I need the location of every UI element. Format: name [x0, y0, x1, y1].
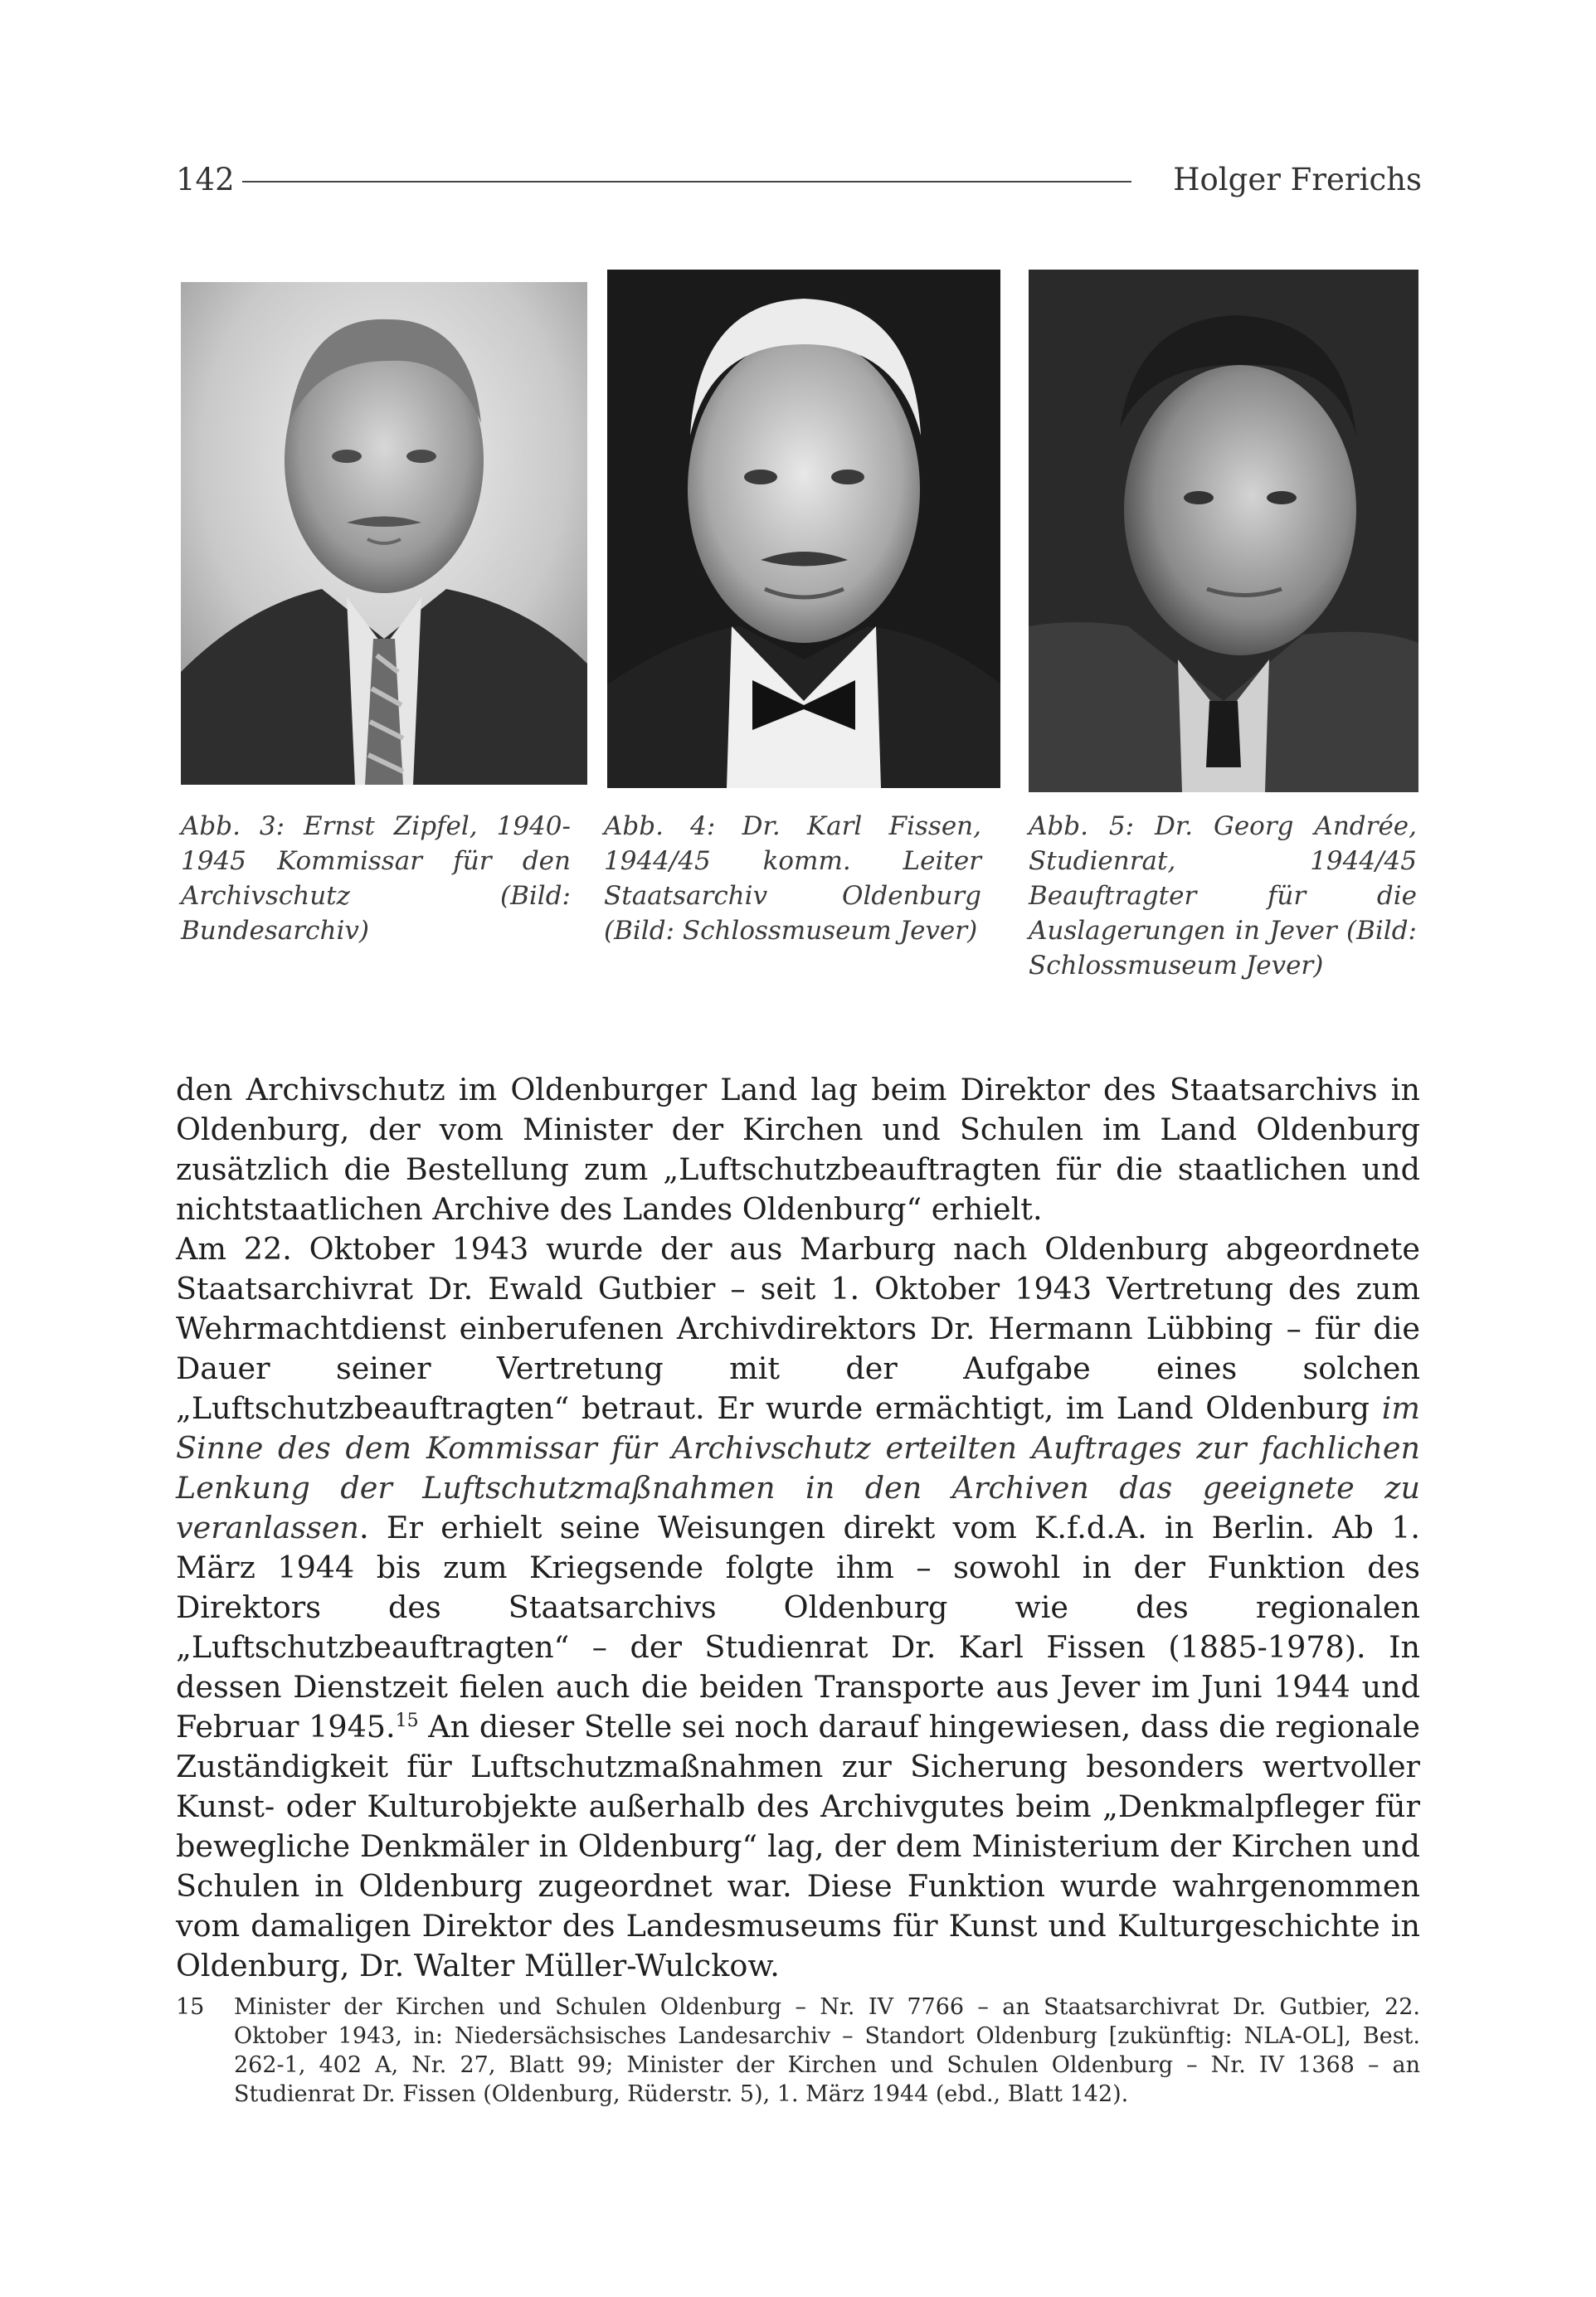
body-text [176, 1070, 1420, 1986]
footnote-number: 15 [176, 1994, 205, 2020]
figure-caption-abb-5: Abb. 5: Dr. Georg Andrée, Studienrat, 1944/45 Beauftragter für die Auslagerungen in Jever (Bild: Schlossmuseum Jever) [1029, 811, 1417, 981]
page-header [176, 159, 1422, 201]
portrait-photo-andree [1029, 270, 1418, 792]
figure-caption-abb-3: Abb. 3: Ernst Zipfel, 1940-1945 Kommissar für den Archivschutz (Bild: Bundesarchiv) [181, 811, 571, 946]
figure-caption-abb-4: Abb. 4: Dr. Karl Fissen, 1944/45 komm. Leiter Staatsarchiv Oldenburg (Bild: Schlossmuseum Jever) [604, 811, 981, 946]
paragraph-2 [176, 1229, 1420, 1986]
paragraph-2-text-a: Am 22. Oktober 1943 wurde der aus Marburg nach Oldenburg abgeordnete Staatsarchivrat Dr. Ewald Gutbier – seit 1. Oktober 1943 Vertretung des zum Wehrmachtdienst einberufenen Archivdirektors Dr. Hermann Lübbing – für die Dauer seiner Vertretung mit der Aufgabe eines solchen „Luftschutzbeauftragten“ betraut. Er wurde ermächtigt, im Land Oldenburg [176, 1231, 1420, 1426]
paragraph-2-text-c: An dieser Stelle sei noch darauf hingewiesen, dass die regionale Zuständigkeit für Luftschutzmaßnahmen zur Sicherung besonders wertvoller Kunst- oder Kulturobjekte außerhalb des Archivgutes beim „Denkmalpfleger für bewegliche Denkmäler in Oldenburg“ lag, der dem Ministerium der Kirchen und Schulen in Oldenburg zugeordnet war. Diese Funktion wurde wahrgenommen vom damaligen Direktor des Landesmuseums für Kunst und Kulturgeschichte in Oldenburg, Dr. Walter Müller-Wulckow. [176, 1709, 1420, 1983]
paragraph-2-italic-quote: im Sinne des dem Kommissar für Archivschutz erteilten Auftrages zur fachlichen Lenkung der Luftschutzmaßnahmen in den Archiven das geeignete zu veranlassen [176, 1390, 1420, 1545]
header-rule [242, 181, 1131, 182]
footnote-text: Minister der Kirchen und Schulen Oldenburg – Nr. IV 7766 – an Staatsarchivrat Dr. Gutbier, 22. Oktober 1943, in: Niedersächsisches Landesarchiv – Standort Oldenburg [zukünftig: NLA-OL], Best. 262-1, 402 A, Nr. 27, Blatt 99; Minister der Kirchen und Schulen Oldenburg – Nr. IV 1368 – an Studienrat Dr. Fissen (Oldenburg, Rüderstr. 5), 1. März 1944 (ebd., Blatt 142). [234, 1994, 1420, 2107]
portrait-photo-zipfel [181, 282, 587, 785]
page-number: 142 [176, 162, 235, 197]
paragraph-1: den Archivschutz im Oldenburger Land lag beim Direktor des Staatsarchivs in Oldenburg, der vom Minister der Kirchen und Schulen im Land Oldenburg zusätzlich die Bestellung zum „Luftschutzbeauftragten für die staatlichen und nichtstaatlichen Archive des Landes Oldenburg“ erhielt. [176, 1072, 1420, 1227]
running-head: Holger Frerichs [1173, 162, 1422, 197]
footnote-reference: 15 [395, 1710, 419, 1731]
portrait-photo-fissen [607, 270, 1000, 788]
paragraph-2-text-b: . Er erhielt seine Weisungen direkt vom K.f.d.A. in Berlin. Ab 1. März 1944 bis zum Kriegsende folgte ihm – sowohl in der Funktion des Direktors des Staatsarchivs Oldenburg wie des regionalen „Luftschutzbeauftragten“ – der Studienrat Dr. Karl Fissen (1885-1978). In dessen Dienstzeit fielen auch die beiden Transporte aus Jever im Juni 1944 und Februar 1945. [176, 1510, 1420, 1745]
footnote [176, 1993, 1420, 2109]
